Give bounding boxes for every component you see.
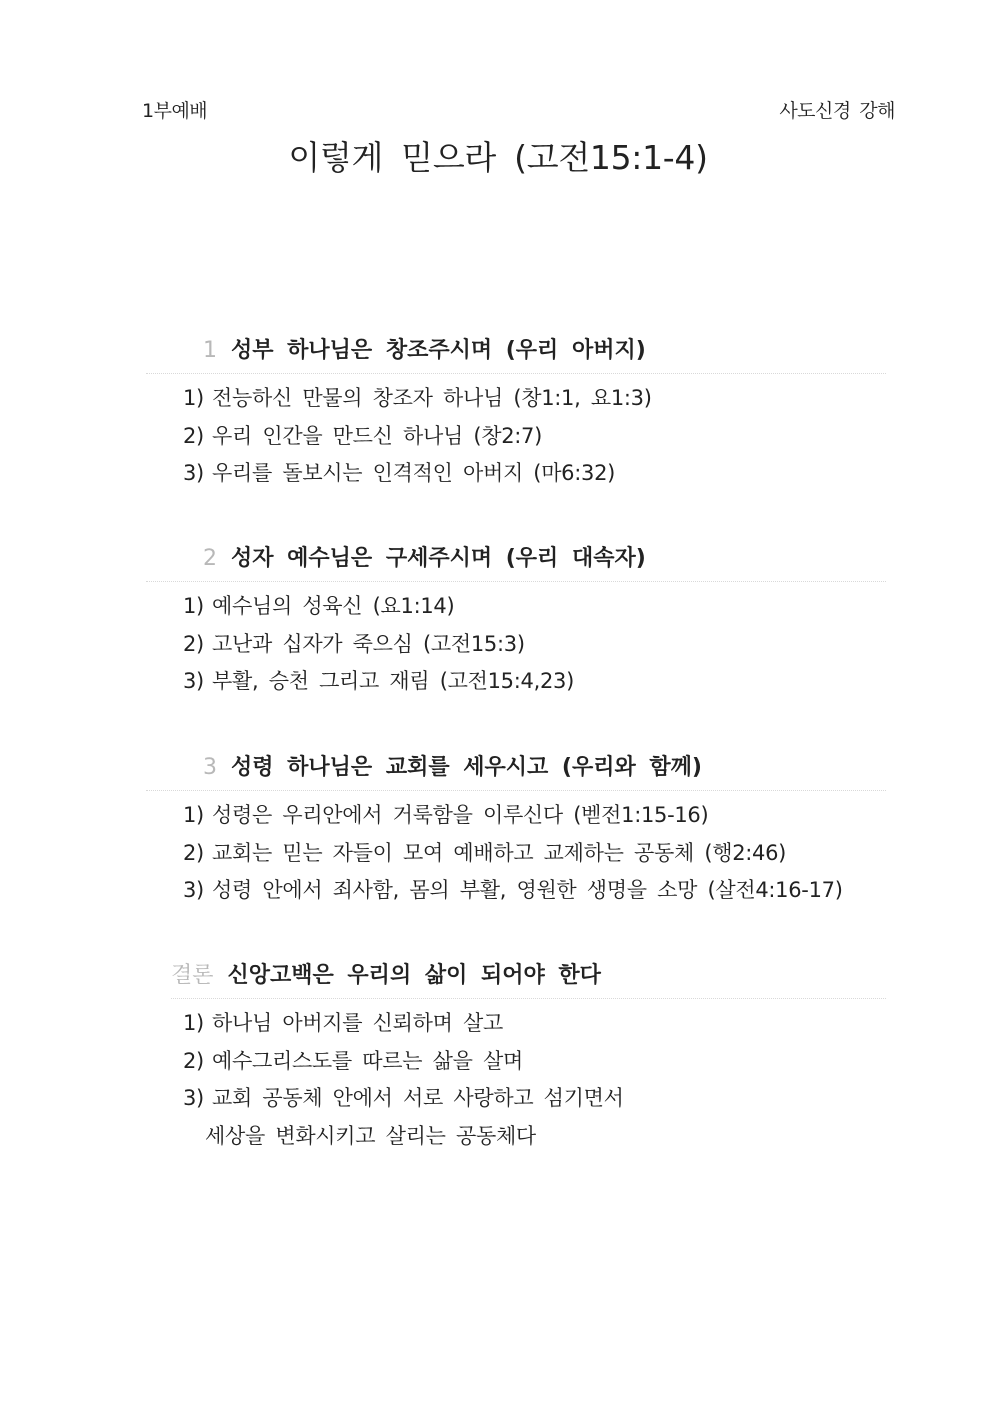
item-text: 교회는 믿는 자들이 모여 예배하고 교제하는 공동체 (행2:46) xyxy=(212,840,787,865)
section-heading-text: 성령 하나님은 교회를 세우시고 (우리와 함께) xyxy=(231,755,702,780)
section-item-list xyxy=(183,1005,624,1155)
list-item xyxy=(183,455,652,493)
section-divider xyxy=(146,790,886,791)
section-heading xyxy=(203,750,702,784)
section-number: 결론 xyxy=(171,963,214,988)
section-divider xyxy=(146,373,886,374)
list-item xyxy=(183,588,574,626)
list-item xyxy=(183,626,574,664)
item-text: 고난과 십자가 죽으심 (고전15:3) xyxy=(212,631,525,656)
item-number: 3) xyxy=(183,878,204,902)
section-divider xyxy=(171,998,886,999)
item-number: 2) xyxy=(183,631,204,656)
section-item-list xyxy=(183,380,652,493)
section-item-list xyxy=(183,588,574,701)
section-heading xyxy=(203,333,646,367)
section-heading-text: 성부 하나님은 창조주시며 (우리 아버지) xyxy=(231,338,646,363)
item-text: 부활, 승천 그리고 재림 (고전15:4,23) xyxy=(212,669,574,693)
list-item xyxy=(183,380,652,418)
section-heading-text: 신앙고백은 우리의 삶이 되어야 한다 xyxy=(227,963,601,988)
item-number: 1) xyxy=(183,803,204,827)
list-item xyxy=(183,1043,624,1081)
item-number: 2) xyxy=(183,1048,204,1073)
list-item xyxy=(183,418,652,456)
item-number: 2) xyxy=(183,423,204,448)
list-item-continuation: 세상을 변화시키고 살리는 공동체다 xyxy=(205,1123,536,1148)
item-text: 전능하신 만물의 창조자 하나님 (창1:1, 요1:3) xyxy=(212,386,652,410)
service-label: 1부예배 xyxy=(142,100,208,122)
item-text: 우리 인간을 만드신 하나님 (창2:7) xyxy=(212,423,543,448)
section-heading xyxy=(203,541,646,575)
list-item xyxy=(183,663,574,701)
list-item xyxy=(183,1005,624,1043)
item-text: 교회 공동체 안에서 서로 사랑하고 섬기면서 xyxy=(212,1086,624,1110)
list-item xyxy=(183,797,843,835)
item-number: 3) xyxy=(183,461,204,485)
item-number: 1) xyxy=(183,1011,204,1035)
section-item-list xyxy=(183,797,843,910)
item-number: 3) xyxy=(183,669,204,693)
item-text: 성령 안에서 죄사함, 몸의 부활, 영원한 생명을 소망 (살전4:16-17) xyxy=(212,878,843,902)
section-number: 2 xyxy=(203,546,217,571)
item-number: 1) xyxy=(183,594,204,618)
item-text: 우리를 돌보시는 인격적인 아버지 (마6:32) xyxy=(212,461,616,485)
item-text: 예수그리스도를 따르는 삶을 살며 xyxy=(212,1048,523,1073)
section-number: 3 xyxy=(203,755,217,780)
list-item xyxy=(183,835,843,873)
section-heading-text: 성자 예수님은 구세주시며 (우리 대속자) xyxy=(231,546,646,571)
list-item xyxy=(183,1080,624,1118)
item-number: 2) xyxy=(183,840,204,865)
item-text: 성령은 우리안에서 거룩함을 이루신다 (벧전1:15-16) xyxy=(212,803,709,827)
list-item xyxy=(183,872,843,910)
item-text: 하나님 아버지를 신뢰하며 살고 xyxy=(212,1011,503,1035)
item-text: 예수님의 성육신 (요1:14) xyxy=(212,594,455,618)
series-label: 사도신경 강해 xyxy=(779,100,895,122)
section-number: 1 xyxy=(203,338,217,363)
sermon-title: 이렇게 믿으라 (고전15:1-4) xyxy=(288,138,708,177)
item-number: 3) xyxy=(183,1086,204,1110)
section-divider xyxy=(146,581,886,582)
item-number: 1) xyxy=(183,386,204,410)
section-heading xyxy=(171,958,601,992)
